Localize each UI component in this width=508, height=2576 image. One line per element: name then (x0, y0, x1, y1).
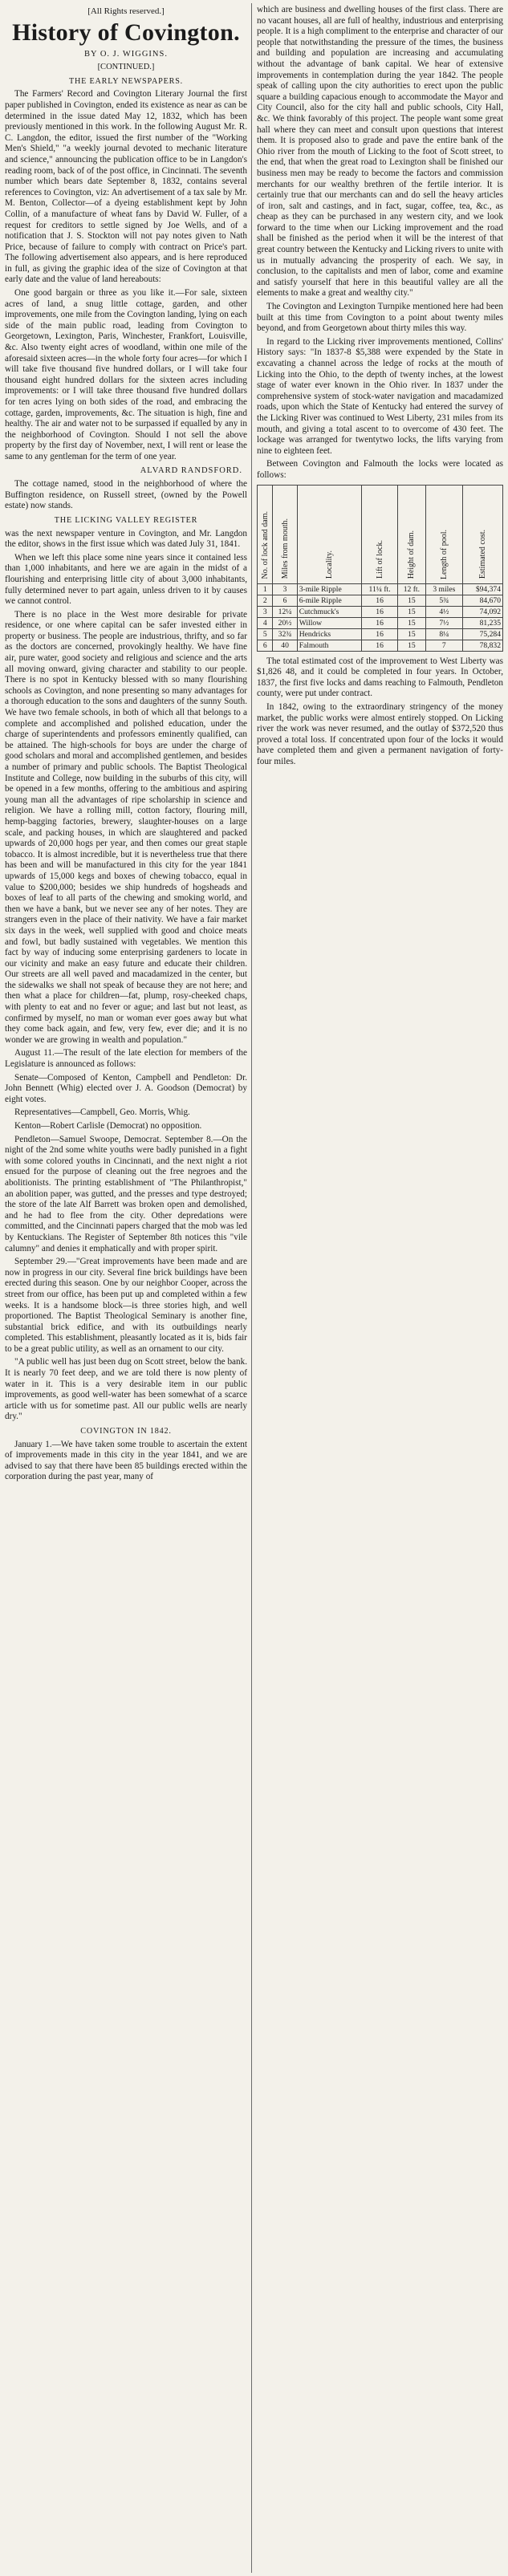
paragraph: The total estimated cost of the improvement to West Liberty was $1,826 48, and it could be completed in four years. In October, 1837, the first five locks and dams reaching to Falmouth, Pendleton county, were put under contract. (257, 656, 503, 699)
table-cell: 5¾ (425, 595, 462, 606)
table-cell: 6 (258, 640, 273, 651)
rights-notice: [All Rights reserved.] (87, 6, 165, 16)
table-cell: 7½ (425, 617, 462, 628)
paragraph: The cottage named, stood in the neighborhood of where the Buffington residence, on Russell street, (owned by the Powell estate) now stands. (5, 479, 247, 511)
paragraph: The Covington and Lexington Turnpike mentioned here had been built at this time from Covington to a point about twenty miles beyond, and from Georgetown about thirty miles this way. (257, 302, 503, 334)
paragraph: which are business and dwelling houses of the first class. There are no vacant houses, all are full of healthy, industrious and enterprising people. It is a high compliment to the enterprise and character of our people that notwithstanding the pressure of the times, the business and building and population are increasing and accumulating without the advantage of bank capital. We hear of extensive improvements in contemplation during the year 1842. The people speak of calling upon the city authorities to erect upon the public square a building capacious enough to accommodate the Mayor and City Council, also for the city hall and public schools, City Hall, &c. We think favorably of this project. The people want some great hall where they can meet and consult upon questions that interest them. It is proposed also to grade and pave the entire bank of the Ohio river from the mouth of Licking to the foot of Scott street, to the end, that when the great road to Lexington shall be finished our business men may be ready to become the factors and commission merchants for our wealthy brethren of the fertile interior. It is certainly true that our merchants can and do sell the heavy articles of iron, salt and castings, and in fact, sugar, coffee, tea, &c., as cheap as they can be purchased in any western city, and we look forward to the time when our Licking improvement and the road shall be finished as the period when it will be the interest of that great country between the Kentucky and Licking rivers to unite with us in mutually advancing the prosperity of each. We say, in conclusion, to the capitalists and men of labor, come and examine and satisfy yourself that here in this beautiful valley are all the elements to make a great and wealthy city." (257, 5, 503, 299)
column-divider (251, 3, 252, 2573)
table-cell: 16 (362, 640, 398, 651)
table-header: Estimated cost. (462, 485, 502, 583)
table-cell: 3 (258, 606, 273, 617)
table-cell: Willow (297, 617, 362, 628)
table-cell: 15 (397, 606, 425, 617)
table-row (258, 583, 503, 595)
advertisement-signature: ALVARD RANDSFORD. (140, 465, 242, 475)
table-cell: 12¼ (273, 606, 297, 617)
section-heading-early-newspapers: THE EARLY NEWSPAPERS. (68, 76, 184, 86)
table-header: Lift of lock. (362, 485, 398, 583)
table-cell: 74,092 (462, 606, 502, 617)
table-row (258, 628, 503, 640)
table-cell: Cutchmuck's (297, 606, 362, 617)
table-cell: 8¼ (425, 628, 462, 640)
table-cell: 5 (258, 628, 273, 640)
table-cell: 81,235 (462, 617, 502, 628)
byline: BY O. J. WIGGINS. (84, 49, 168, 59)
table-cell: 3-mile Ripple (297, 583, 362, 595)
table-cell: 78,832 (462, 640, 502, 651)
table-header: No. of lock and dam. (258, 485, 273, 583)
table-cell: 15 (397, 628, 425, 640)
table-header: Miles from mouth. (273, 485, 297, 583)
left-column (5, 5, 247, 2571)
paragraph: When we left this place some nine years since it contained less than 1,000 inhabitants, and here we are again in the midst of a flourishing and enterprising little city of about 3,000 inhabitants, fully determined never to part again, unless driven to it by causes we cannot control. (5, 552, 247, 607)
table-cell: 84,670 (462, 595, 502, 606)
locks-table (257, 485, 503, 652)
paragraph: September 29.—"Great improvements have been made and are now in progress in our city. Several fine brick buildings have been erected during this season. One by our neighbor Cooper, across the street from our office, has been put up and completed within a few weeks. It is a handsome block—is three stories high, and well proportioned. The Baptist Theological Seminary is another fine, substantial brick edifice, and with its outbuildings nearly completed. This establishment, pleasantly located as it is, bids fair to be a great public utility, as well as an ornament to our city. (5, 1257, 247, 1354)
paragraph: In regard to the Licking river improvements mentioned, Collins' History says: "In 1837-8 $5,388 were expended by the State in excavating a channel across the ledge of rocks at the mouth of Licking into the Ohio, to the depth of twenty inches, at the lowest stage of water ever known in the Ohio river. In 1837 under the comprehensive system of stock-water navigation and macadamized roads, upon which the State of Kentucky had entered the survey of the Licking River was continued to West Liberty, 231 miles from its mouth, and giving a total ascent to to overcome of 430 feet. The lockage was arranged for twentytwo locks, the lifts varying from nine to eighteen feet. (257, 336, 503, 456)
article-title: History of Covington. (12, 18, 240, 46)
paragraph: Pendleton—Samuel Swoope, Democrat. September 8.—On the night of the 2nd some white youths were badly punished in a fight with some colored youths in Cincinnati, and the next night a riot ensued for the purpose of cleaning out the free negroes and the abolitionists. The printing establishment of "The Philanthropist," an abolition paper, was gutted, and the presses and type destroyed; the store of the late Alf Barrett was broken open and demolished, and he had to flee from the city. Other depredations were committed, and the Cincinnati papers charged that the mob was led by Kentuckians. The Register of September 8th notices this "vile calumny" and denies it emphatically and with proper spirit. (5, 1134, 247, 1253)
table-row (258, 640, 503, 651)
table-cell: 32¾ (273, 628, 297, 640)
paragraph: Representatives—Campbell, Geo. Morris, Whig. (14, 1107, 190, 1118)
paragraph: was the next newspaper venture in Covington, and Mr. Langdon the editor, shows in the first issue which was dated July 31, 1841. (5, 528, 247, 550)
paragraph: Senate—Composed of Kenton, Campbell and Pendleton: Dr. John Bennett (Whig) elected over J. A. Goodson (Democrat) by eight votes. (5, 1072, 247, 1104)
table-cell: 15 (397, 617, 425, 628)
table-cell: 1 (258, 583, 273, 595)
table-cell: 75,284 (462, 628, 502, 640)
table-cell: 15 (397, 595, 425, 606)
table-row (258, 606, 503, 617)
table-cell: Hendricks (297, 628, 362, 640)
table-header: Length of pool. (425, 485, 462, 583)
table-cell: $94,374 (462, 583, 502, 595)
paragraph: Between Covington and Falmouth the locks were located as follows: (257, 459, 503, 480)
table-cell: 4 (258, 617, 273, 628)
paragraph: There is no place in the West more desirable for private residence, or one where capital can be safer invested either in property or business. The people are industrious, thrifty, and so far as the doctors are concerned, provokingly healthy. We have fine air, pure water, good society and religious and science and the arts all moving onward, giving character and stability to our people. There is no spot in Kentucky blessed with so many flourishing schools as Covington, and none presenting so many advantages for a thorough education to the sons and daughters of the sunny South. We have two female schools, in both of which all that belongs to a complete and accomplished and polished education, under the charge of superintendents and professors eminently qualified, can be attained. The high-schools for boys are under the charge of good scholars and moral and accomplished gentlemen, and besides a number of primary and public schools. The Baptist Theological Institute and College, now building in the suburbs of this city, will be opened in a few months, offering to the ambitious and aspiring young man all the advantages of ripe scholarship in science and religion. We have a rolling mill, cotton factory, flouring mill, hemp-bagging factories, brewery, slaughter-houses on a large scale, and packing houses, in which are slaughtered and packed upwards of 20,000 hogs per year, and then comes our great staple tobacco. It is almost incredible, but it is nevertheless true that there has been and will be manufactured in this city for the year 1841 upwards of 15,000 kegs and boxes of chewing tobacco, equal in value to $200,000; besides we ship hundreds of hogsheads and boxes of leaf to all parts of the chewing and smoking world, and then we have a bank, but we never see any of her notes. They are strangers even in the place of their nativity. We have a fair market six days in the week, well supplied with good and choice meats and fowl, but badly sustained with vegetables. We mention this fact by way of inducing some enterprising gardeners to locate in our vicinity and make an easy future and educate their children. Our streets are all well paved and macadamized in the center, but the sidewalks we shall not speak of because they are not here; and then what a place for children—fat, plump, rosy-cheeked chaps, with plenty to eat and no fever or ague; and last but not least, as confirmed by myself, no man or woman ever goes away but what they come back again, and few, very few, ever die; and it is no wonder we are growing in wealth and population." (5, 609, 247, 1045)
table-header-row (258, 485, 503, 583)
paragraph: In 1842, owing to the extraordinary stringency of the money market, the public works were almost entirely stopped. On Licking river the work was never resumed, and the outlay of $372,520 thus proved a total loss. If concentrated upon four of the locks it would have completed them and given a permanent navigation of forty-four miles. (257, 701, 503, 766)
table-cell: 15 (397, 640, 425, 651)
table-cell: 16 (362, 617, 398, 628)
paragraph: "A public well has just been dug on Scott street, below the bank. It is nearly 70 feet deep, and we are told there is now plenty of water in it. This is a very desirable item in our public improvements, as good well-water has been somewhat of a scarce article with us for sometime past. All our public wells are nearly dry." (5, 1357, 247, 1422)
table-cell: 16 (362, 606, 398, 617)
advertisement-quote: One good bargain or three as you like it.—For sale, sixteen acres of land, a snug little cottage, garden, and other improvements, one mile from the Covington landing, lying on each side of the main public road, leading from Covington to Georgetown, Lexington, Paris, Winchester, Frankfort, Louisville, &c. Also twenty eight acres of woodland, within one mile of the aforesaid sixteen acres—in the whole forty four acres—for which I will take five thousand five hundred dollars, or I will take four thousand eight hundred dollars for the sixteen acres including improvements: or I will take three thousand five hundred dollars for ten acres lying on both sides of the road, and embracing the cottage, garden, improvements, &c. The situation is high, fine and healthy. The air and water not to be surpassed if equalled by any in the neighborhood of Covington. Should I not sell the above property by the first day of November, next, I will rent or lease the same to any gentleman for the term of one year. (5, 288, 247, 461)
section-heading-licking-valley-register: THE LICKING VALLEY REGISTER (54, 515, 198, 525)
table-cell: 6 (273, 595, 297, 606)
table-cell: 3 miles (425, 583, 462, 595)
table-cell: 12 ft. (397, 583, 425, 595)
continued-label: [CONTINUED.] (97, 63, 155, 72)
paragraph: January 1.—We have taken some trouble to ascertain the extent of improvements made in this city in the year 1841, and we are advised to say that there have been 85 buildings erected within the corporation during the past year, many of (5, 1439, 247, 1482)
paragraph: The Farmers' Record and Covington Literary Journal the first paper published in Covington, ended its existence as near as can be determined in the issue dated May 12, 1832, which has been previously mentioned in this work. In the following August Mr. R. C. Langdon, the editor, issued the first number of the "Working Men's Shield," "a weekly journal devoted to mechanic literature and science," announcing the publication office to be in Langdon's reading room, back of of the post office, in Cincinnati. The seventh number which bears date September 8, 1832, contains several references to Covington, viz: An advertisement of a tax sale by Mr. M. Benton, Collector—of a dyeing establishment kept by John Collin, of a manufacture of wheat fans by David W. Fuller, of a request for creditors to settle signed by Joe Wells, and of a notification that J. S. Stockton will not pay notes given to Nath Price, because of failure to comply with contract on Price's part. The following advertisement also appears, and is here reproduced in full, as giving the graphic idea of the size of Covington at that early date and the value of land hereabouts: (5, 89, 247, 285)
paragraph: Kenton—Robert Carlisle (Democrat) no opposition. (14, 1121, 202, 1131)
table-cell: 40 (273, 640, 297, 651)
section-heading-covington-1842: COVINGTON IN 1842. (80, 1427, 172, 1436)
table-cell: 2 (258, 595, 273, 606)
table-cell: 4½ (425, 606, 462, 617)
table-cell: 16 (362, 595, 398, 606)
table-cell: 11¼ ft. (362, 583, 398, 595)
table-header: Height of dam. (397, 485, 425, 583)
table-cell: 7 (425, 640, 462, 651)
table-cell: 3 (273, 583, 297, 595)
table-row (258, 595, 503, 606)
table-header: Locality. (297, 485, 362, 583)
right-column (257, 5, 503, 2571)
table-cell: 20½ (273, 617, 297, 628)
table-cell: Falmouth (297, 640, 362, 651)
table-cell: 6-mile Ripple (297, 595, 362, 606)
table-row (258, 617, 503, 628)
paragraph: August 11.—The result of the late election for members of the Legislature is announced as follows: (5, 1048, 247, 1070)
table-cell: 16 (362, 628, 398, 640)
